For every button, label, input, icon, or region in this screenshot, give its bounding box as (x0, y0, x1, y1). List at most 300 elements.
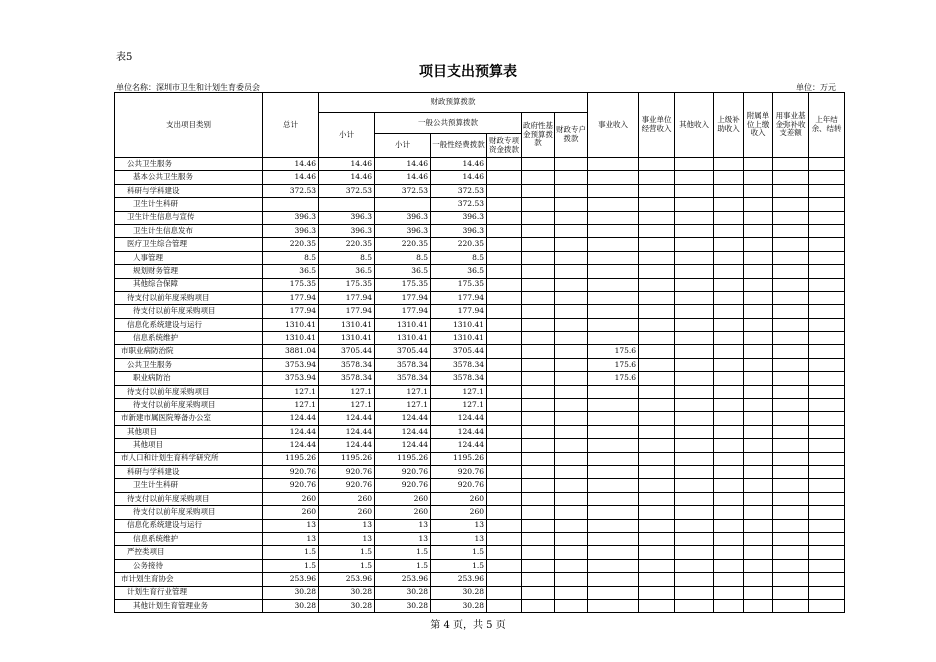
row-category: 市职业病防治院 (115, 345, 263, 358)
cell-empty (522, 332, 555, 345)
cell-empty (809, 519, 845, 532)
cell-empty (639, 345, 675, 358)
cell-fiscal-sub: 8.5 (319, 251, 375, 264)
cell-empty (639, 385, 675, 398)
cell-empty (487, 399, 522, 412)
cell-empty (555, 425, 588, 438)
cell-empty (773, 158, 809, 171)
cell-gp-sub: 3705.44 (375, 345, 431, 358)
table-row (115, 385, 845, 398)
cell-empty (522, 158, 555, 171)
cell-gen: 30.28 (431, 586, 487, 599)
row-category: 其他计划生育管理业务 (115, 599, 263, 612)
cell-gp-sub: 920.76 (375, 479, 431, 492)
cell-empty (773, 425, 809, 438)
cell-fiscal-sub: 13 (319, 532, 375, 545)
cell-fiscal-sub: 177.94 (319, 305, 375, 318)
row-category: 信息化系统建设与运行 (115, 519, 263, 532)
cell-empty (773, 184, 809, 197)
header-special-fund: 财政专项资金拨款 (487, 134, 522, 158)
cell-business-income (588, 158, 639, 171)
header-operating-income: 事业单位经营收入 (639, 93, 675, 158)
cell-empty (714, 506, 744, 519)
table-row (115, 479, 845, 492)
cell-empty (714, 224, 744, 237)
cell-empty (809, 599, 845, 612)
cell-empty (714, 412, 744, 425)
cell-gp-sub: 175.35 (375, 278, 431, 291)
cell-empty (522, 171, 555, 184)
cell-empty (522, 318, 555, 331)
cell-empty (809, 465, 845, 478)
row-category: 科研与学科建设 (115, 465, 263, 478)
cell-empty (555, 184, 588, 197)
cell-business-income (588, 559, 639, 572)
cell-fiscal-sub: 920.76 (319, 479, 375, 492)
cell-business-income (588, 211, 639, 224)
cell-empty (487, 372, 522, 385)
cell-business-income (588, 238, 639, 251)
header-superior-subsidy: 上级补助收入 (714, 93, 744, 158)
cell-total: 920.76 (263, 465, 319, 478)
cell-total: 8.5 (263, 251, 319, 264)
cell-empty (487, 158, 522, 171)
cell-empty (714, 385, 744, 398)
row-category: 卫生计生信息与宣传 (115, 211, 263, 224)
cell-empty (639, 559, 675, 572)
cell-empty (714, 305, 744, 318)
cell-gen: 3578.34 (431, 372, 487, 385)
cell-empty (555, 332, 588, 345)
cell-business-income (588, 184, 639, 197)
header-gp-subtotal: 小计 (375, 134, 431, 158)
cell-business-income (588, 224, 639, 237)
cell-gen: 177.94 (431, 305, 487, 318)
cell-empty (522, 372, 555, 385)
cell-total: 1310.41 (263, 318, 319, 331)
cell-empty (555, 291, 588, 304)
cell-total: 1195.26 (263, 452, 319, 465)
table-row (115, 265, 845, 278)
cell-empty (714, 345, 744, 358)
cell-empty (487, 599, 522, 612)
table-row (115, 586, 845, 599)
table-row (115, 573, 845, 586)
cell-empty (555, 345, 588, 358)
cell-fiscal-sub: 127.1 (319, 385, 375, 398)
cell-empty (522, 358, 555, 371)
table-row (115, 184, 845, 197)
cell-fiscal-sub: 372.53 (319, 184, 375, 197)
cell-empty (744, 305, 773, 318)
cell-empty (522, 265, 555, 278)
cell-empty (773, 385, 809, 398)
cell-total: 260 (263, 492, 319, 505)
cell-empty (555, 224, 588, 237)
cell-empty (744, 532, 773, 545)
cell-empty (744, 358, 773, 371)
cell-empty (809, 318, 845, 331)
cell-empty (555, 171, 588, 184)
cell-empty (522, 425, 555, 438)
cell-empty (639, 492, 675, 505)
cell-gp-sub: 1310.41 (375, 332, 431, 345)
cell-empty (773, 265, 809, 278)
header-fiscal-subtotal: 小计 (319, 113, 375, 158)
cell-gen: 220.35 (431, 238, 487, 251)
cell-empty (675, 171, 714, 184)
cell-empty (639, 291, 675, 304)
cell-empty (675, 224, 714, 237)
cell-empty (639, 586, 675, 599)
table-row (115, 332, 845, 345)
cell-total: 124.44 (263, 425, 319, 438)
cell-empty (675, 385, 714, 398)
cell-empty (773, 372, 809, 385)
cell-fiscal-sub: 177.94 (319, 291, 375, 304)
cell-empty (675, 479, 714, 492)
table-row (115, 532, 845, 545)
cell-empty (744, 184, 773, 197)
cell-empty (809, 358, 845, 371)
cell-empty (555, 546, 588, 559)
cell-gp-sub: 253.96 (375, 573, 431, 586)
cell-empty (639, 171, 675, 184)
cell-fiscal-sub: 3578.34 (319, 372, 375, 385)
cell-gen: 1310.41 (431, 332, 487, 345)
cell-empty (773, 532, 809, 545)
cell-empty (675, 198, 714, 211)
cell-empty (639, 412, 675, 425)
cell-empty (522, 399, 555, 412)
cell-business-income (588, 546, 639, 559)
cell-gp-sub: 372.53 (375, 184, 431, 197)
cell-empty (639, 251, 675, 264)
cell-empty (809, 278, 845, 291)
cell-empty (522, 573, 555, 586)
cell-fiscal-sub: 920.76 (319, 465, 375, 478)
cell-total: 1.5 (263, 559, 319, 572)
cell-empty (809, 573, 845, 586)
cell-empty (714, 492, 744, 505)
cell-empty (522, 452, 555, 465)
cell-empty (714, 158, 744, 171)
cell-empty (744, 251, 773, 264)
cell-empty (809, 332, 845, 345)
cell-empty (675, 305, 714, 318)
cell-empty (744, 452, 773, 465)
row-category: 信息系统维护 (115, 332, 263, 345)
cell-fiscal-sub: 1.5 (319, 559, 375, 572)
row-category: 待支付以前年度采购项目 (115, 492, 263, 505)
cell-business-income (588, 425, 639, 438)
cell-empty (744, 158, 773, 171)
row-category: 卫生计生信息发布 (115, 224, 263, 237)
cell-empty (639, 158, 675, 171)
cell-gen: 396.3 (431, 211, 487, 224)
cell-total (263, 198, 319, 211)
cell-empty (714, 546, 744, 559)
cell-total: 3881.04 (263, 345, 319, 358)
cell-business-income (588, 332, 639, 345)
cell-business-income: 175.6 (588, 372, 639, 385)
cell-fiscal-sub: 260 (319, 492, 375, 505)
cell-empty (744, 479, 773, 492)
cell-empty (744, 171, 773, 184)
cell-fiscal-sub: 30.28 (319, 599, 375, 612)
cell-empty (522, 492, 555, 505)
cell-total: 13 (263, 519, 319, 532)
header-fund-use: 用事业基金弥补收支差额 (773, 93, 809, 158)
row-category: 其他项目 (115, 439, 263, 452)
cell-fiscal-sub: 124.44 (319, 425, 375, 438)
cell-empty (487, 224, 522, 237)
cell-empty (522, 559, 555, 572)
cell-empty (639, 358, 675, 371)
cell-empty (487, 479, 522, 492)
cell-empty (555, 573, 588, 586)
header-other-income: 其他收入 (675, 93, 714, 158)
cell-empty (555, 158, 588, 171)
row-category: 科研与学科建设 (115, 184, 263, 197)
cell-empty (487, 506, 522, 519)
cell-empty (555, 519, 588, 532)
cell-empty (675, 345, 714, 358)
row-category: 医疗卫生综合管理 (115, 238, 263, 251)
cell-empty (487, 532, 522, 545)
cell-empty (675, 506, 714, 519)
cell-empty (714, 372, 744, 385)
page-title: 项目支出预算表 (419, 64, 517, 80)
cell-empty (809, 158, 845, 171)
budget-table (114, 92, 845, 613)
cell-empty (714, 318, 744, 331)
cell-gen: 14.46 (431, 158, 487, 171)
cell-empty (487, 238, 522, 251)
cell-empty (773, 452, 809, 465)
cell-total: 175.35 (263, 278, 319, 291)
cell-fiscal-sub: 124.44 (319, 412, 375, 425)
cell-business-income (588, 318, 639, 331)
cell-fiscal-sub: 14.46 (319, 171, 375, 184)
cell-empty (555, 452, 588, 465)
row-category: 公务接待 (115, 559, 263, 572)
cell-gp-sub: 3578.34 (375, 358, 431, 371)
cell-empty (773, 305, 809, 318)
row-category: 待支付以前年度采购项目 (115, 506, 263, 519)
cell-empty (522, 305, 555, 318)
cell-total: 14.46 (263, 171, 319, 184)
cell-empty (639, 506, 675, 519)
cell-business-income (588, 439, 639, 452)
cell-empty (773, 332, 809, 345)
cell-empty (809, 251, 845, 264)
cell-fiscal-sub: 1195.26 (319, 452, 375, 465)
cell-gp-sub: 124.44 (375, 425, 431, 438)
table-row (115, 158, 845, 171)
cell-empty (487, 332, 522, 345)
table-row (115, 238, 845, 251)
cell-empty (809, 439, 845, 452)
table-row (115, 506, 845, 519)
table-row (115, 224, 845, 237)
cell-empty (714, 573, 744, 586)
cell-fiscal-sub: 253.96 (319, 573, 375, 586)
cell-empty (639, 532, 675, 545)
cell-empty (639, 546, 675, 559)
cell-empty (675, 265, 714, 278)
cell-empty (744, 492, 773, 505)
cell-business-income (588, 385, 639, 398)
cell-business-income (588, 305, 639, 318)
table-row (115, 559, 845, 572)
cell-business-income (588, 198, 639, 211)
cell-empty (487, 586, 522, 599)
cell-fiscal-sub: 30.28 (319, 586, 375, 599)
cell-gen: 260 (431, 506, 487, 519)
cell-empty (714, 452, 744, 465)
cell-empty (675, 412, 714, 425)
table-row (115, 251, 845, 264)
table-body (115, 158, 845, 613)
cell-total: 124.44 (263, 412, 319, 425)
cell-empty (773, 291, 809, 304)
cell-empty (555, 358, 588, 371)
row-category: 待支付以前年度采购项目 (115, 291, 263, 304)
cell-empty (714, 278, 744, 291)
cell-empty (714, 399, 744, 412)
cell-empty (487, 265, 522, 278)
cell-empty (675, 399, 714, 412)
cell-fiscal-sub: 3578.34 (319, 358, 375, 371)
cell-empty (773, 479, 809, 492)
cell-gp-sub: 1.5 (375, 546, 431, 559)
cell-empty (639, 599, 675, 612)
cell-empty (773, 546, 809, 559)
cell-empty (809, 198, 845, 211)
cell-empty (639, 439, 675, 452)
cell-empty (809, 345, 845, 358)
header-special-account: 财政专户拨款 (555, 113, 588, 158)
table-row (115, 211, 845, 224)
cell-empty (487, 452, 522, 465)
cell-empty (714, 479, 744, 492)
table-row (115, 452, 845, 465)
header-affiliated-income: 附属单位上缴收入 (744, 93, 773, 158)
row-category: 信息化系统建设与运行 (115, 318, 263, 331)
cell-business-income (588, 412, 639, 425)
cell-empty (639, 372, 675, 385)
cell-empty (555, 238, 588, 251)
cell-empty (773, 573, 809, 586)
cell-empty (773, 318, 809, 331)
cell-gen: 177.94 (431, 291, 487, 304)
cell-empty (522, 479, 555, 492)
cell-empty (744, 465, 773, 478)
cell-empty (773, 198, 809, 211)
cell-total: 13 (263, 532, 319, 545)
form-number: 表5 (116, 52, 133, 63)
cell-fiscal-sub: 124.44 (319, 439, 375, 452)
cell-empty (675, 439, 714, 452)
row-category: 公共卫生服务 (115, 158, 263, 171)
cell-business-income (588, 171, 639, 184)
cell-total: 177.94 (263, 291, 319, 304)
cell-empty (773, 599, 809, 612)
cell-empty (744, 385, 773, 398)
page-footer: 第 4 页，共 5 页 (430, 620, 506, 631)
cell-total: 260 (263, 506, 319, 519)
cell-empty (714, 599, 744, 612)
cell-empty (555, 265, 588, 278)
cell-empty (714, 358, 744, 371)
cell-fiscal-sub: 13 (319, 519, 375, 532)
cell-gen: 36.5 (431, 265, 487, 278)
cell-business-income (588, 465, 639, 478)
cell-empty (744, 506, 773, 519)
cell-gen: 3578.34 (431, 358, 487, 371)
cell-gp-sub: 14.46 (375, 171, 431, 184)
cell-empty (555, 599, 588, 612)
cell-empty (809, 479, 845, 492)
table-row (115, 599, 845, 612)
cell-gen: 372.53 (431, 198, 487, 211)
cell-empty (555, 492, 588, 505)
cell-empty (555, 506, 588, 519)
row-category: 市新建市属医院筹备办公室 (115, 412, 263, 425)
cell-fiscal-sub: 36.5 (319, 265, 375, 278)
cell-empty (487, 211, 522, 224)
cell-gen: 8.5 (431, 251, 487, 264)
cell-fiscal-sub: 3705.44 (319, 345, 375, 358)
table-row (115, 465, 845, 478)
cell-empty (809, 265, 845, 278)
cell-fiscal-sub: 1310.41 (319, 332, 375, 345)
table-row (115, 318, 845, 331)
cell-gen: 920.76 (431, 465, 487, 478)
cell-empty (675, 465, 714, 478)
cell-empty (744, 586, 773, 599)
cell-gen: 13 (431, 532, 487, 545)
cell-gen: 13 (431, 519, 487, 532)
table-row (115, 492, 845, 505)
cell-total: 1310.41 (263, 332, 319, 345)
cell-empty (487, 184, 522, 197)
cell-empty (487, 492, 522, 505)
cell-empty (555, 412, 588, 425)
cell-empty (675, 425, 714, 438)
cell-fiscal-sub: 1310.41 (319, 318, 375, 331)
cell-empty (522, 291, 555, 304)
cell-empty (487, 291, 522, 304)
cell-gp-sub: 1.5 (375, 559, 431, 572)
row-category: 卫生计生科研 (115, 198, 263, 211)
cell-gen: 124.44 (431, 412, 487, 425)
cell-empty (522, 251, 555, 264)
cell-gp-sub: 124.44 (375, 412, 431, 425)
cell-empty (809, 184, 845, 197)
cell-empty (487, 519, 522, 532)
cell-empty (773, 171, 809, 184)
cell-empty (555, 479, 588, 492)
cell-empty (773, 211, 809, 224)
cell-empty (487, 251, 522, 264)
cell-gen: 1310.41 (431, 318, 487, 331)
cell-fiscal-sub: 220.35 (319, 238, 375, 251)
cell-empty (714, 465, 744, 478)
cell-gp-sub: 220.35 (375, 238, 431, 251)
table-row (115, 519, 845, 532)
